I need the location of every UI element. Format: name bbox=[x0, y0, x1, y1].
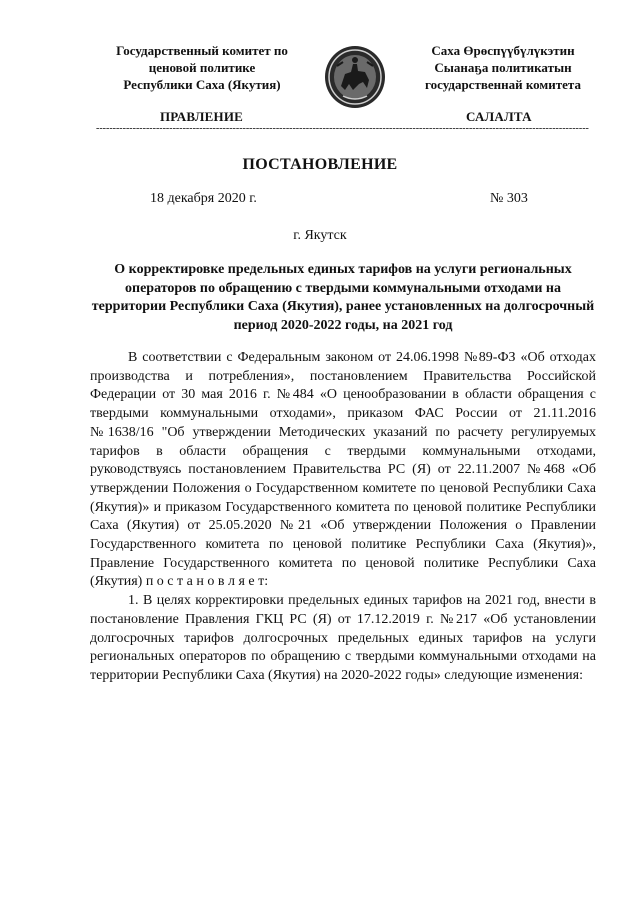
header-separator: ---------------------------------------------------------------------------------------------------------------------------------------------------- bbox=[96, 124, 589, 134]
header-right-sub: САЛАЛТА bbox=[466, 109, 532, 124]
header-left-line: ценовой политике bbox=[148, 60, 256, 75]
body-paragraph: 1. В целях корректировки предельных единых тарифов на 2021 год, внести в постановление Правления ГКЦ РС (Я) от 17.12.2019 г. №217 «Об установлении долгосрочных тарифов долгосрочных предельных единых тарифов на услуги региональных операторов по обращению с твердыми коммунальными отходами на территории Республики Саха (Якутия) на 2020-2022 годы» следующие изменения: bbox=[90, 593, 596, 683]
document-number: № 303 bbox=[490, 191, 528, 206]
header-left bbox=[96, 42, 308, 93]
header-left-line: Государственный комитет по bbox=[116, 43, 288, 58]
document-subject: О корректировке предельных единых тарифов на услуги региональных операторов по обращению с твердыми коммунальными отходами на территории Республики Саха (Якутия), ранее установленных на долгосрочный период 2020-2022 годы, на 2021 год bbox=[91, 262, 595, 333]
header-right-line: Саха Өрөспүүбүлүкэтин bbox=[431, 43, 575, 58]
document-body bbox=[90, 349, 596, 686]
body-paragraph: В соответствии с Федеральным законом от 24.06.1998 №89-ФЗ «Об отходах производства и потребления», постановлением Правительства Российской Федерации от 30 мая 2016 г. №484 «О ценообразовании в области обращения с твердыми коммунальными отходами», приказом ФАС России от 21.11.2016 №1638/16 "Об утверждении Методических указаний по расчету регулируемых тарифов в области обращения с твердыми коммунальными отходами, руководствуясь постановлением Правительства РС (Я) от 22.11.2007 №468 «Об утверждении Положения о Государственном комитете по ценовой Республики Саха (Якутия)» и приказом Государственного комитета по ценовой политике Республики Саха (Якутия) от 25.05.2020 №21 «Об утверждении Положения о Правлении Государственного комитета по ценовой политике Республики Саха (Якутия)», Правление Государственного комитета по ценовой политике Республики Саха (Якутия) п о с т а н о в л я е т: bbox=[90, 350, 596, 590]
header-left-sub: ПРАВЛЕНИЕ bbox=[160, 109, 244, 124]
header-right-line: государственнай комитета bbox=[425, 77, 581, 92]
document-city: г. Якутск bbox=[293, 228, 347, 243]
header-left-line: Республики Саха (Якутия) bbox=[123, 77, 281, 92]
document-title: ПОСТАНОВЛЕНИЕ bbox=[242, 156, 398, 173]
document-date: 18 декабря 2020 г. bbox=[150, 191, 257, 206]
header-right-line: Сыанаҕа политикатын bbox=[434, 60, 572, 75]
header-right bbox=[398, 42, 608, 93]
sakha-coat-of-arms-icon bbox=[323, 44, 387, 110]
